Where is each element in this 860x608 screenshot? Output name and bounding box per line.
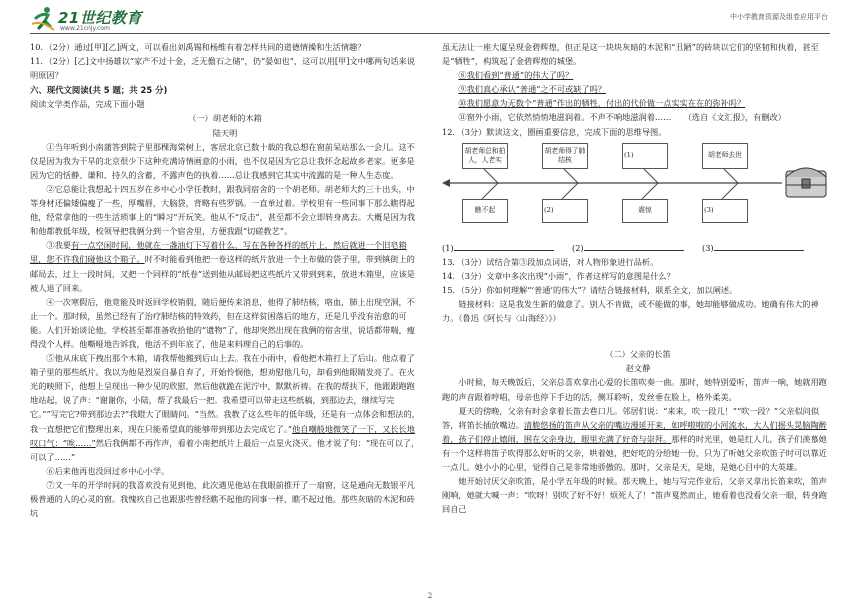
map-box-2: 胡老师得了肺结核 [542, 143, 588, 169]
answer-blank-1[interactable] [442, 241, 572, 255]
passage-2-paragraph-3: 她开始讨厌父亲吹笛，是小学五年级的时候。那天晚上，她与写完作业后，父亲又拿出长笛来吹，笛声刚响，她就大喊一声：“吹呀！别吹了好不好！烦死人了！”笛声戛然而止，她看着也没看父亲一眼，转身跑回自己 [442, 476, 827, 515]
left-column [30, 40, 420, 520]
passage-2-paragraph-2-underlined: 清脆悠扬的笛声从父亲的嘴边漫延开来，如呼啦啦的小河流水，大人们摇头晃脑陶醉着，孩子们停止嬉闹，围在父亲身边，眼里充满了好奇与崇拜。 [442, 419, 827, 444]
map-box-1: 胡老师总和拍人，人老实 [462, 143, 508, 169]
paragraph-5-rest: 然后我俩都不再作声，看着小南把纸片上最后一点星火浇灭。他才说了句：“现在可以了，可以了……” [30, 437, 420, 462]
paragraph-10: ⑩我们愿意为无数个“普通”作出的牺牲，付出的代价做一点实实在在的弥补吗？ [458, 98, 746, 109]
paragraph-5-underlined: 他自嘲般地微笑了一下，又长长地叹口气：“唉……” [30, 423, 415, 448]
paragraph-6: ⑥后来他再也没回过乡中心小学。 [46, 465, 170, 476]
paragraph-11-text: ⑪窗外小雨，它依然悄悄地滋润着。不声不响地滋润着…… [458, 112, 672, 123]
paragraph-3-underlined: 有一点空闲时间，他就在一盏油灯下写着什么，写在各种各样的纸片上，然后就进一个旧皂箱里，您不许我们碰他这个箱子。 [30, 240, 407, 265]
question-15: 15．（5分）你如何理解“‘普通’的伟大”？请结合链接材料，联系全文，加以阐述。 [442, 284, 738, 295]
question-14: 14．（3分）文章中多次出现“小雨”，作者这样写的意图是什么？ [442, 270, 675, 281]
passage-source: （选自《文汇报》，有删改） [687, 112, 786, 123]
section-heading: 六、现代文阅读(共 5 题；共 25 分) [30, 85, 168, 96]
link-material: 链接材料：这是我发生新的做意了。别人不肯做，或不能做的事，她却能够做成功。她确有伟大的神力。（鲁迅《阿长与〈山海经〉》） [442, 299, 819, 324]
paragraph-7: ⑦又一年的开学时间的我喜欢没有见到他，此次遇见他站在我眼前推开了一扇窗，这是通向无数银平凡极普通的人的心灵的窗。我愧疚自己也跟那些曾经瞧不起他的同事一样，瞧不起过他。那些灰暗的木泥和砖坑 [30, 479, 415, 519]
map-box-6: (2) [542, 199, 588, 223]
logo-text: 21世纪教育 [58, 9, 142, 27]
question-13: 13．（3分）试结合第③段加点词语，对人物形象进行品析。 [442, 256, 659, 267]
passage-2-paragraph-1: 小时候，每天晚饭后，父亲总喜欢拿出心爱的长笛吹奏一曲。那时，她特别爱听，笛声一响，她就用跑跑的声音跟着哼唱，母亲也停下手边的活，侧耳聆听，发丝垂在脸上，格外柔美。 [442, 377, 827, 402]
paragraph-5-lead: ⑤他从床底下拽出那个木箱，请我帮他搬到后山上去。我在小雨中，看他把木箱打上了后山。他点着了箱子里的那些纸片。我以为他是烈炭自暴自弃了，开始怜悯他，想劝慰他几句，却看到他眼睛发亮了。在火光的映照下，他想上呈现出一种少见的欣慰，然后他就跪在泥泞中，默默祈祷。在我的帮扶下，他跟跟跑跑地站起，说了声：“谢谢你，小陆，帮了我最后一把。我希望可以带走这些纸稿，到那边去，继续写完它。”“写完它?带到那边去?”我瞪大了眼睛问。“当然。我教了这么些年的低年级，还是有一点体会和想法的，我一直想把它们整理出来，现在只能希望真的能够带到那边去完成它了。” [30, 353, 420, 434]
right-column [442, 40, 834, 516]
passage-author: 陆天明 [212, 127, 238, 138]
page-header [0, 0, 860, 36]
passage-2-author: 赵文静 [625, 363, 651, 374]
page-number: 2 [427, 592, 433, 600]
paragraph-7-continued: 虽无法让一座大厦呈现金碧辉煌，但正是这一块块灰暗的木泥和“丑陋”的砖块以它们的坚韧和执着，甚至是“牺牲”，构筑起了金碧辉煌的城堡。 [442, 42, 819, 67]
answer-blank-1-label: (1) [442, 242, 454, 253]
site-logo [32, 6, 142, 36]
passage-title: （一）胡老师的木箱 [188, 113, 262, 124]
paragraph-2: ②它总能让我想起十四五岁在乡中心小学任教时，跟我同宿舍的一个胡老师。胡老师大约三十出头，中等身材还偏矮偏瘦了一些，厚嘴唇，大脑袋，背略有些罗锅。一直单过着。学校里有一些同事下那么瞧得起他，经常拿他的一些生活琐事上的“瞬习”开玩笑。他从不“反击”，甚至都不会立即转身离去。大概是因为我和他都教低年级，校领导把我俩分到一个宿舍里，方便我跟“切磋教艺”。 [30, 183, 416, 237]
paragraph-5 [30, 351, 420, 464]
platform-name: 中小学教育资源及组卷应用平台 [730, 13, 828, 21]
map-box-7: 震惊 [622, 199, 668, 223]
paragraph-8: ⑧我们看到“普通”的伟大了吗？ [458, 70, 574, 81]
answer-blank-3[interactable] [702, 241, 822, 255]
passage-2-paragraph-2-lead: 夏天的傍晚，父亲有时会拿着长笛去巷口儿。邻居们说：“来来，吹一段儿！”“吹一段？”父亲似问似答，将笛长插放嘴边。 [442, 405, 820, 430]
map-box-8: (3) [702, 199, 748, 223]
map-box-3: (1) [622, 143, 668, 169]
passage-2-title: （二）父亲的长笛 [605, 349, 671, 360]
question-12: 12．（3分）默读这文，圈画重要信息，完成下面的思维导图。 [442, 126, 667, 137]
treasure-chest-icon [786, 168, 826, 197]
paragraph-3-lead: ③我要 [46, 240, 71, 251]
paragraph-3-rest: 时不时能看到他把一卷这样的纸片放进一个土布做的袋子里，带到镇街上的邮局去，过上一段时间，又把一个同样的“纸卷”送到他从邮局把这些纸片又带到到来，放进木箱里，应该是被人退了回来。 [30, 254, 415, 293]
paragraph-11 [442, 110, 834, 124]
runner-logo-icon [32, 6, 56, 32]
paragraph-9: ⑨我们真心承认“普通”之不可或缺了吗？ [458, 84, 606, 95]
question-11: 11．（2分）[乙]文中扬雄以“家产不过十金，乏无儋石之储”，仍“晏如也”，这可以用[甲]文中哪两句话来说明原因？ [30, 56, 415, 81]
mind-map [442, 141, 834, 239]
header-rule [30, 33, 830, 34]
paragraph-1: ①当年听到小南蒲答到院子里那棵海棠树上，客居北京已数十载的我总想在窗前呆站那么一会儿。这不仅是因为我为干旱的北京很少下这种充满诗情画意的小雨，也不仅是因为它总让我怀念起故乡老家。更多是因为它的恬静、谦和、持久的含蓄，不露声色的执着……总让我感到它其实中流露的是一种人生态度。 [30, 141, 415, 180]
question-10: 10．（2分）通过[甲][乙]两文，可以看出刘禹锡和杨维有着怎样共同的道德情操和生活情趣？ [30, 42, 366, 52]
answer-blanks [442, 241, 834, 255]
paragraph-3 [30, 238, 420, 294]
reading-instruction: 阅读文学类作品，完成下面小题 [30, 99, 145, 110]
passage-2-paragraph-2-rest: 那样的时光里，她是红人儿，孩子们羡慕她有一个这样将笛子吹得那么好听的父亲，哄着她，把好吃的分给她一份，只为了听她父亲吹笛子时可以靠近一点儿。她小小的心里，觉得自己是非常地骄傲的。那时，父亲是天，是地，是她心目中的大英雄。 [442, 433, 827, 472]
passage-2-paragraph-2 [442, 404, 834, 474]
answer-blank-2[interactable] [572, 241, 702, 255]
logo-url: www.21cnjy.com [60, 25, 110, 32]
map-box-4: 胡老师去世 [702, 143, 748, 169]
answer-blank-3-label: (3) [702, 242, 714, 253]
paragraph-4: ④一次寒假后，他竟能及时返回学校销假，随后便传来消息，他得了肺结核，咯血，肺上出现空洞，不止一个。那时候，虽然已经有了治疗肺结核的特效药，但在这样贫困落后的地方，还是几乎没有治愈的可能。人们开始谈论他，学校甚至都准备收拾他的“遗物”了，他却突然出现在我俩的宿舍里，说话都带喘，瘦得没个人样。他嘶哑地告诉我，他活不到年底了，他是来料理自己的后事的。 [30, 296, 415, 349]
answer-blank-2-label: (2) [572, 242, 584, 253]
map-box-5: 瞧不起 [462, 199, 508, 223]
